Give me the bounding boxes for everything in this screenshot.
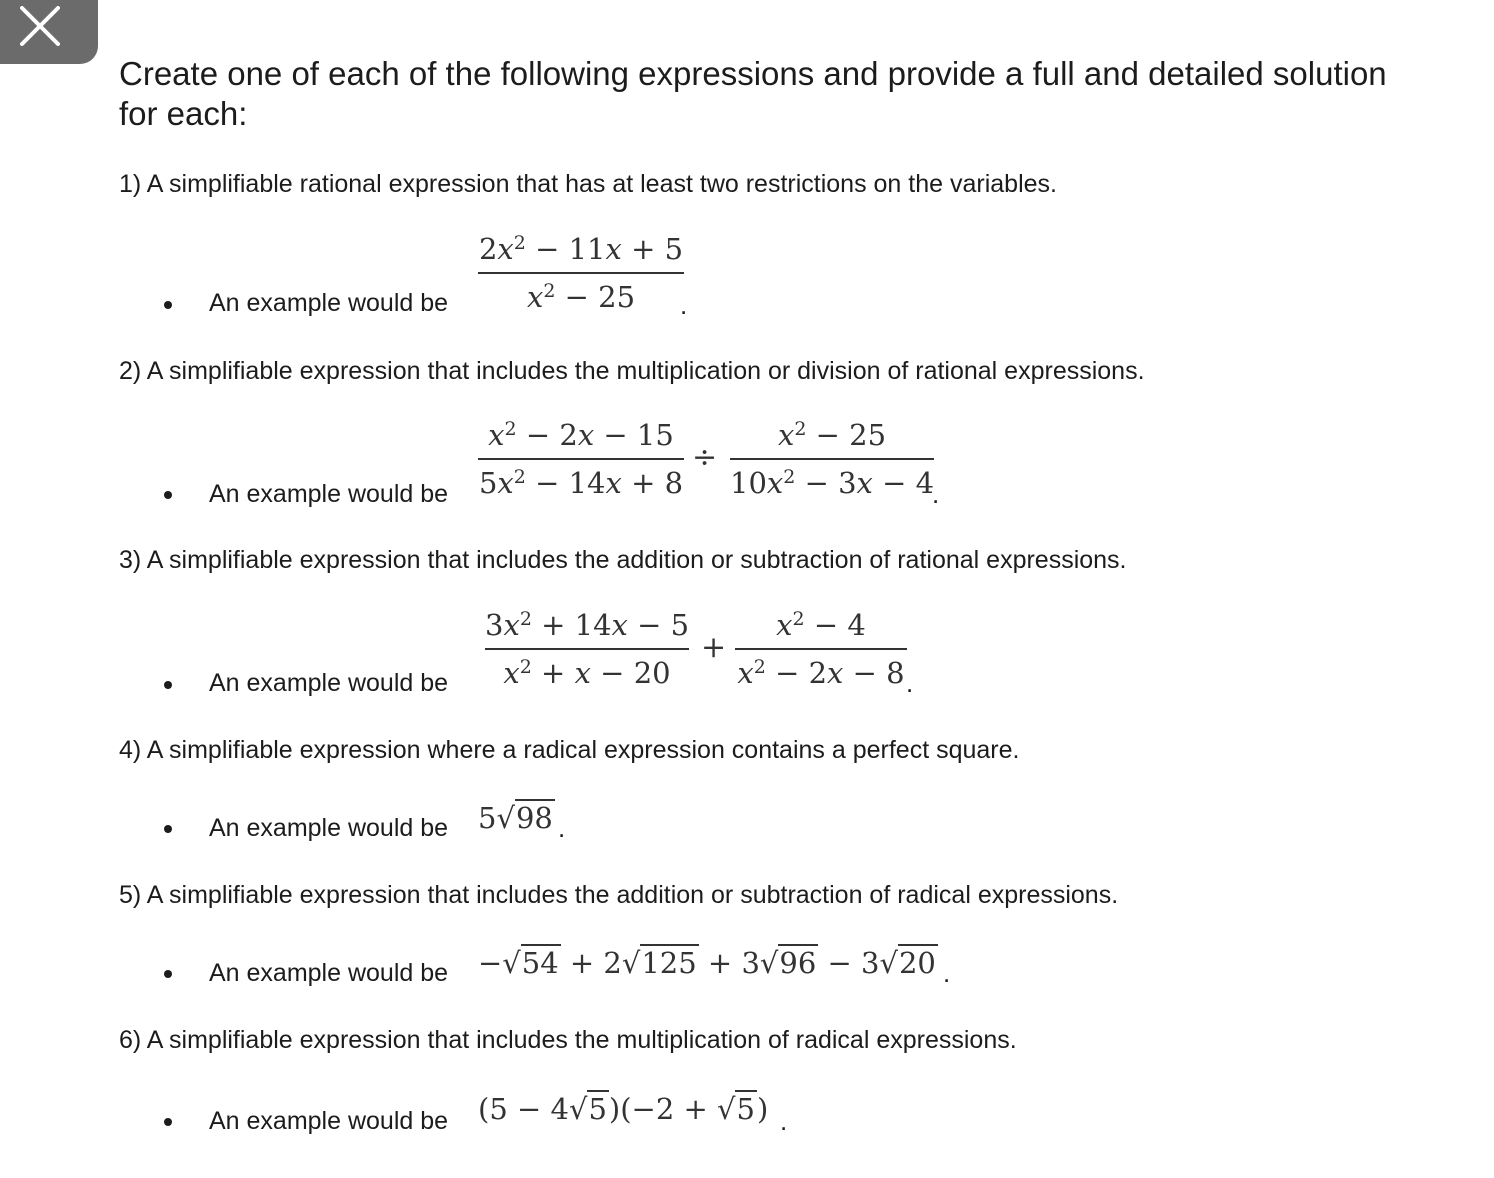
period: . — [943, 958, 951, 988]
bullet — [164, 491, 172, 499]
bullet — [164, 681, 172, 689]
example-math-6: (5 − 4√5)(−2 + √5) — [478, 1092, 769, 1126]
bullet — [164, 301, 172, 309]
period: . — [906, 668, 914, 698]
question-6: 6) A simplifiable expression that includes the multiplication of radical expressions. — [119, 1026, 1017, 1054]
close-button[interactable] — [0, 0, 98, 64]
question-4: 4) A simplifiable expression where a radical expression contains a perfect square. — [119, 736, 1020, 764]
period: . — [680, 290, 688, 320]
question-5: 5) A simplifiable expression that includes the addition or subtraction of radical expressions. — [119, 881, 1119, 909]
example-math-4: 5√98 — [478, 801, 553, 835]
example-label-4: An example would be — [209, 814, 449, 842]
period: . — [558, 813, 566, 843]
bullet — [164, 970, 172, 978]
example-label-2: An example would be — [209, 480, 449, 508]
example-label-3: An example would be — [209, 669, 449, 697]
question-2: 2) A simplifiable expression that includes the multiplication or division of rational expressions. — [119, 357, 1145, 385]
period: . — [932, 479, 940, 509]
question-1: 1) A simplifiable rational expression that has at least two restrictions on the variables. — [119, 170, 1057, 198]
close-icon — [20, 6, 60, 46]
question-3: 3) A simplifiable expression that includes the addition or subtraction of rational expressions. — [119, 546, 1127, 574]
bullet — [164, 825, 172, 833]
example-label-5: An example would be — [209, 959, 449, 987]
example-math-5: −√54 + 2√125 + 3√96 − 3√20 — [478, 946, 936, 980]
bullet — [164, 1118, 172, 1126]
period: . — [780, 1106, 788, 1136]
page-title: Create one of each of the following expressions and provide a full and detailed solution for each: — [119, 55, 1387, 132]
example-label-1: An example would be — [209, 289, 449, 317]
example-label-6: An example would be — [209, 1107, 449, 1135]
